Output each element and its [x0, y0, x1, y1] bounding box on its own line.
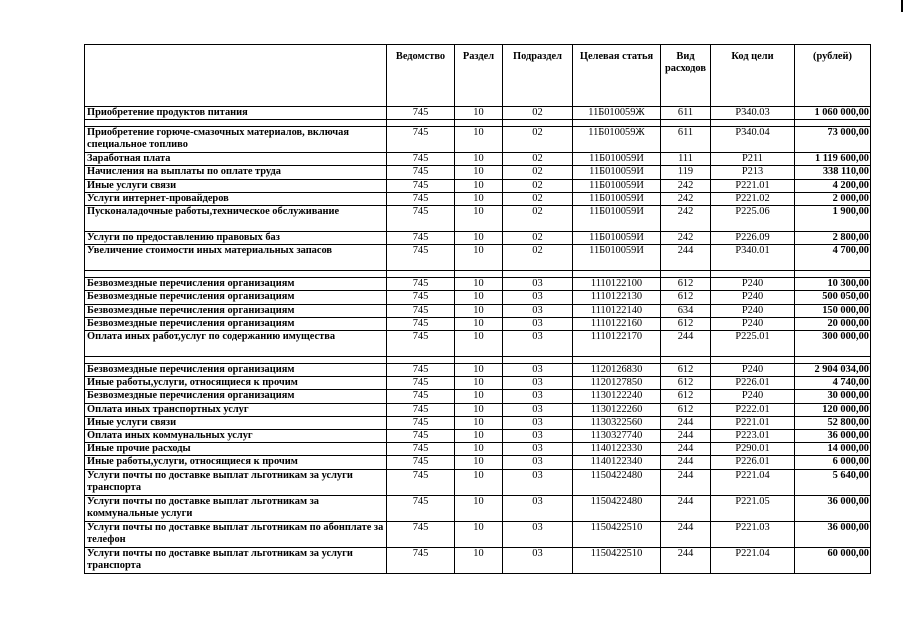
table-row [85, 456, 871, 469]
row-expense-type: 244 [661, 456, 711, 469]
table-row [85, 245, 871, 271]
row-target-article: 11Б010059И [573, 245, 661, 271]
spacer-cell [711, 271, 795, 278]
row-department: 745 [387, 107, 455, 120]
row-amount: 14 000,00 [795, 443, 871, 456]
row-name: Услуги по предоставлению правовых баз [85, 232, 387, 245]
row-amount: 5 640,00 [795, 469, 871, 495]
row-section: 10 [455, 403, 503, 416]
row-name: Иные прочие расходы [85, 443, 387, 456]
row-name: Иные услуги связи [85, 416, 387, 429]
table-row [85, 192, 871, 205]
row-section: 10 [455, 364, 503, 377]
row-goal-code: Р221.01 [711, 416, 795, 429]
row-section: 10 [455, 377, 503, 390]
row-goal-code: Р340.03 [711, 107, 795, 120]
row-spacer [85, 357, 871, 364]
row-goal-code: Р221.04 [711, 469, 795, 495]
row-section: 10 [455, 331, 503, 357]
row-goal-code: Р340.04 [711, 127, 795, 153]
row-goal-code: Р221.04 [711, 547, 795, 573]
row-goal-code: Р226.09 [711, 232, 795, 245]
row-subsection: 02 [503, 179, 573, 192]
row-department: 745 [387, 232, 455, 245]
row-amount: 4 700,00 [795, 245, 871, 271]
row-name: Безвозмездные перечисления организациям [85, 317, 387, 330]
row-spacer [85, 120, 871, 127]
row-goal-code: Р240 [711, 317, 795, 330]
row-department: 745 [387, 403, 455, 416]
spacer-cell [455, 357, 503, 364]
row-name: Безвозмездные перечисления организациям [85, 278, 387, 291]
row-target-article: 1150422480 [573, 495, 661, 521]
table-row [85, 291, 871, 304]
row-expense-type: 119 [661, 166, 711, 179]
row-name: Приобретение продуктов питания [85, 107, 387, 120]
row-goal-code: Р226.01 [711, 377, 795, 390]
row-department: 745 [387, 278, 455, 291]
row-expense-type: 242 [661, 179, 711, 192]
row-name: Услуги почты по доставке выплат льготникам за коммунальные услуги [85, 495, 387, 521]
row-expense-type: 242 [661, 192, 711, 205]
row-name: Оплата иных работ,услуг по содержанию имущества [85, 331, 387, 357]
row-goal-code: Р240 [711, 278, 795, 291]
row-goal-code: Р222.01 [711, 403, 795, 416]
row-subsection: 03 [503, 403, 573, 416]
spacer-cell [795, 120, 871, 127]
row-section: 10 [455, 232, 503, 245]
row-name: Безвозмездные перечисления организациям [85, 304, 387, 317]
header-target-article: Целевая статья [573, 45, 661, 107]
spacer-cell [503, 357, 573, 364]
row-amount: 20 000,00 [795, 317, 871, 330]
row-subsection: 03 [503, 317, 573, 330]
row-department: 745 [387, 166, 455, 179]
row-name: Безвозмездные перечисления организациям [85, 364, 387, 377]
row-amount: 52 800,00 [795, 416, 871, 429]
row-department: 745 [387, 390, 455, 403]
row-expense-type: 242 [661, 206, 711, 232]
row-subsection: 03 [503, 390, 573, 403]
table-row [85, 416, 871, 429]
row-department: 745 [387, 331, 455, 357]
row-target-article: 1110122130 [573, 291, 661, 304]
row-department: 745 [387, 192, 455, 205]
row-target-article: 11Б010059Ж [573, 107, 661, 120]
row-section: 10 [455, 166, 503, 179]
row-target-article: 1110122140 [573, 304, 661, 317]
row-expense-type: 244 [661, 245, 711, 271]
row-target-article: 11Б010059И [573, 206, 661, 232]
table-row [85, 469, 871, 495]
row-section: 10 [455, 495, 503, 521]
row-section: 10 [455, 416, 503, 429]
row-name: Услуги интернет-провайдеров [85, 192, 387, 205]
row-department: 745 [387, 430, 455, 443]
row-subsection: 02 [503, 107, 573, 120]
row-section: 10 [455, 291, 503, 304]
row-goal-code: Р290.01 [711, 443, 795, 456]
row-department: 745 [387, 416, 455, 429]
row-subsection: 03 [503, 521, 573, 547]
row-department: 745 [387, 291, 455, 304]
row-section: 10 [455, 456, 503, 469]
row-name: Иные работы,услуги, относящиеся к прочим [85, 377, 387, 390]
row-department: 745 [387, 304, 455, 317]
spacer-cell [573, 271, 661, 278]
row-target-article: 1110122100 [573, 278, 661, 291]
row-section: 10 [455, 430, 503, 443]
header-amount: (рублей) [795, 45, 871, 107]
row-target-article: 1130322560 [573, 416, 661, 429]
row-goal-code: Р221.01 [711, 179, 795, 192]
row-amount: 36 000,00 [795, 430, 871, 443]
row-amount: 338 110,00 [795, 166, 871, 179]
header-expense-type: Вид расходов [661, 45, 711, 107]
row-name: Оплата иных коммунальных услуг [85, 430, 387, 443]
table-row [85, 206, 871, 232]
row-name: Оплата иных транспортных услуг [85, 403, 387, 416]
row-section: 10 [455, 390, 503, 403]
header-section: Раздел [455, 45, 503, 107]
row-goal-code: Р223.01 [711, 430, 795, 443]
row-amount: 1 900,00 [795, 206, 871, 232]
row-expense-type: 612 [661, 364, 711, 377]
table-body [85, 107, 871, 574]
row-target-article: 1140122330 [573, 443, 661, 456]
row-goal-code: Р225.06 [711, 206, 795, 232]
row-amount: 4 740,00 [795, 377, 871, 390]
spacer-cell [387, 357, 455, 364]
row-department: 745 [387, 317, 455, 330]
row-amount: 36 000,00 [795, 495, 871, 521]
row-subsection: 03 [503, 416, 573, 429]
row-section: 10 [455, 469, 503, 495]
row-expense-type: 611 [661, 107, 711, 120]
row-target-article: 1130122240 [573, 390, 661, 403]
row-section: 10 [455, 107, 503, 120]
row-expense-type: 612 [661, 403, 711, 416]
spacer-cell [503, 271, 573, 278]
spacer-cell [85, 271, 387, 278]
row-section: 10 [455, 317, 503, 330]
table-row [85, 317, 871, 330]
spacer-cell [661, 271, 711, 278]
row-target-article: 1120126830 [573, 364, 661, 377]
row-subsection: 03 [503, 495, 573, 521]
row-name: Услуги почты по доставке выплат льготникам за услуги транспорта [85, 547, 387, 573]
row-amount: 2 000,00 [795, 192, 871, 205]
spacer-cell [795, 357, 871, 364]
row-section: 10 [455, 192, 503, 205]
row-subsection: 03 [503, 547, 573, 573]
spacer-cell [85, 357, 387, 364]
row-subsection: 03 [503, 469, 573, 495]
row-section: 10 [455, 521, 503, 547]
row-expense-type: 244 [661, 443, 711, 456]
row-expense-type: 612 [661, 278, 711, 291]
row-name: Заработная плата [85, 153, 387, 166]
row-department: 745 [387, 521, 455, 547]
row-spacer [85, 271, 871, 278]
row-target-article: 11Б010059И [573, 192, 661, 205]
table-row [85, 153, 871, 166]
page-edge-mark [901, 0, 903, 12]
row-name: Начисления на выплаты по оплате труда [85, 166, 387, 179]
row-subsection: 03 [503, 304, 573, 317]
row-goal-code: Р221.02 [711, 192, 795, 205]
row-subsection: 02 [503, 192, 573, 205]
row-expense-type: 244 [661, 331, 711, 357]
row-department: 745 [387, 179, 455, 192]
row-target-article: 1110122160 [573, 317, 661, 330]
row-department: 745 [387, 127, 455, 153]
table-row [85, 331, 871, 357]
row-amount: 30 000,00 [795, 390, 871, 403]
table-row [85, 179, 871, 192]
table-row [85, 443, 871, 456]
row-goal-code: Р213 [711, 166, 795, 179]
row-name: Безвозмездные перечисления организациям [85, 390, 387, 403]
row-target-article: 1150422480 [573, 469, 661, 495]
table-row [85, 495, 871, 521]
spacer-cell [661, 120, 711, 127]
row-section: 10 [455, 127, 503, 153]
row-target-article: 11Б010059И [573, 153, 661, 166]
row-expense-type: 612 [661, 291, 711, 304]
row-section: 10 [455, 278, 503, 291]
row-name: Приобретение горюче-смазочных материалов, включая специальное топливо [85, 127, 387, 153]
row-target-article: 1150422510 [573, 521, 661, 547]
row-subsection: 03 [503, 364, 573, 377]
row-target-article: 11Б010059И [573, 166, 661, 179]
row-department: 745 [387, 245, 455, 271]
row-target-article: 11Б010059И [573, 179, 661, 192]
row-expense-type: 244 [661, 469, 711, 495]
spacer-cell [573, 120, 661, 127]
spacer-cell [455, 120, 503, 127]
row-amount: 60 000,00 [795, 547, 871, 573]
row-subsection: 03 [503, 331, 573, 357]
row-name: Пусконаладочные работы,техническое обслуживание [85, 206, 387, 232]
table-row [85, 521, 871, 547]
row-department: 745 [387, 495, 455, 521]
row-subsection: 03 [503, 430, 573, 443]
row-section: 10 [455, 443, 503, 456]
row-target-article: 11Б010059И [573, 232, 661, 245]
row-target-article: 11Б010059Ж [573, 127, 661, 153]
row-goal-code: Р221.05 [711, 495, 795, 521]
table-row [85, 547, 871, 573]
row-section: 10 [455, 179, 503, 192]
row-name: Иные работы,услуги, относящиеся к прочим [85, 456, 387, 469]
row-department: 745 [387, 377, 455, 390]
row-expense-type: 612 [661, 317, 711, 330]
row-subsection: 03 [503, 456, 573, 469]
row-target-article: 1120127850 [573, 377, 661, 390]
budget-table [84, 44, 871, 574]
header-goal-code: Код цели [711, 45, 795, 107]
row-amount: 36 000,00 [795, 521, 871, 547]
row-department: 745 [387, 443, 455, 456]
spacer-cell [711, 120, 795, 127]
table-header [85, 45, 871, 107]
row-section: 10 [455, 153, 503, 166]
row-expense-type: 244 [661, 547, 711, 573]
row-name: Услуги почты по доставке выплат льготникам за услуги транспорта [85, 469, 387, 495]
row-target-article: 1110122170 [573, 331, 661, 357]
row-section: 10 [455, 245, 503, 271]
row-section: 10 [455, 547, 503, 573]
row-amount: 6 000,00 [795, 456, 871, 469]
row-subsection: 02 [503, 206, 573, 232]
row-target-article: 1130122260 [573, 403, 661, 416]
row-target-article: 1140122340 [573, 456, 661, 469]
row-goal-code: Р240 [711, 364, 795, 377]
spacer-cell [711, 357, 795, 364]
table-row [85, 364, 871, 377]
table-row [85, 390, 871, 403]
row-amount: 1 060 000,00 [795, 107, 871, 120]
row-subsection: 02 [503, 245, 573, 271]
row-expense-type: 242 [661, 232, 711, 245]
table-row [85, 127, 871, 153]
row-amount: 2 904 034,00 [795, 364, 871, 377]
row-expense-type: 611 [661, 127, 711, 153]
row-department: 745 [387, 364, 455, 377]
table-row [85, 430, 871, 443]
table-row [85, 403, 871, 416]
row-subsection: 02 [503, 166, 573, 179]
row-expense-type: 244 [661, 495, 711, 521]
table-row [85, 107, 871, 120]
row-subsection: 03 [503, 377, 573, 390]
row-goal-code: Р225.01 [711, 331, 795, 357]
spacer-cell [503, 120, 573, 127]
row-goal-code: Р221.03 [711, 521, 795, 547]
row-target-article: 1150422510 [573, 547, 661, 573]
row-department: 745 [387, 547, 455, 573]
row-goal-code: Р240 [711, 304, 795, 317]
row-amount: 73 000,00 [795, 127, 871, 153]
row-expense-type: 244 [661, 430, 711, 443]
row-target-article: 1130327740 [573, 430, 661, 443]
row-department: 745 [387, 153, 455, 166]
row-amount: 300 000,00 [795, 331, 871, 357]
row-subsection: 02 [503, 127, 573, 153]
table-row [85, 377, 871, 390]
header-name [85, 45, 387, 107]
header-row [85, 45, 871, 107]
row-goal-code: Р211 [711, 153, 795, 166]
row-amount: 150 000,00 [795, 304, 871, 317]
spacer-cell [85, 120, 387, 127]
row-subsection: 02 [503, 153, 573, 166]
header-department: Ведомство [387, 45, 455, 107]
row-expense-type: 634 [661, 304, 711, 317]
row-amount: 120 000,00 [795, 403, 871, 416]
spacer-cell [795, 271, 871, 278]
row-department: 745 [387, 206, 455, 232]
row-goal-code: Р340.01 [711, 245, 795, 271]
row-expense-type: 244 [661, 416, 711, 429]
row-amount: 4 200,00 [795, 179, 871, 192]
row-name: Безвозмездные перечисления организациям [85, 291, 387, 304]
spacer-cell [387, 120, 455, 127]
row-goal-code: Р240 [711, 291, 795, 304]
row-section: 10 [455, 304, 503, 317]
header-subsection: Подраздел [503, 45, 573, 107]
table-row [85, 166, 871, 179]
row-expense-type: 244 [661, 521, 711, 547]
row-expense-type: 612 [661, 390, 711, 403]
table-row [85, 278, 871, 291]
row-name: Увеличение стоимости иных материальных запасов [85, 245, 387, 271]
table-row [85, 304, 871, 317]
spacer-cell [573, 357, 661, 364]
row-expense-type: 612 [661, 377, 711, 390]
row-expense-type: 111 [661, 153, 711, 166]
row-name: Иные услуги связи [85, 179, 387, 192]
row-amount: 500 050,00 [795, 291, 871, 304]
row-amount: 1 119 600,00 [795, 153, 871, 166]
row-department: 745 [387, 469, 455, 495]
row-amount: 2 800,00 [795, 232, 871, 245]
row-name: Услуги почты по доставке выплат льготникам по абонплате за телефон [85, 521, 387, 547]
row-subsection: 03 [503, 291, 573, 304]
row-goal-code: Р240 [711, 390, 795, 403]
table-row [85, 232, 871, 245]
row-subsection: 02 [503, 232, 573, 245]
row-subsection: 03 [503, 443, 573, 456]
row-department: 745 [387, 456, 455, 469]
spacer-cell [455, 271, 503, 278]
row-section: 10 [455, 206, 503, 232]
spacer-cell [661, 357, 711, 364]
row-goal-code: Р226.01 [711, 456, 795, 469]
row-subsection: 03 [503, 278, 573, 291]
spacer-cell [387, 271, 455, 278]
row-amount: 10 300,00 [795, 278, 871, 291]
